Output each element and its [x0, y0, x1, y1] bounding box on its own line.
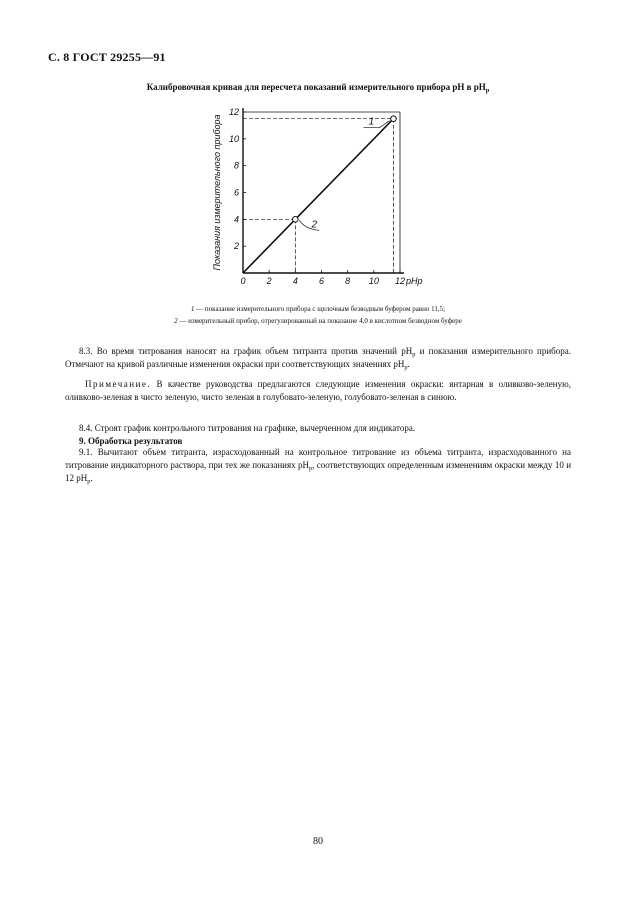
legend-item-2	[0, 315, 636, 327]
paragraph-9-1	[65, 446, 571, 485]
paragraph-8-3	[65, 345, 571, 371]
data-point-1	[391, 116, 397, 122]
legend-item-2-number: 2	[174, 317, 178, 325]
paragraph-8-3-part-b: и показания измерительного прибора. Отмечают на кривой различные изменения окраски при соответствующих значениях pH	[65, 346, 571, 369]
page-header: С. 8 ГОСТ 29255—91	[48, 50, 166, 64]
paragraph-8-3-part-c: .	[407, 359, 410, 369]
annotation-label-1: 1	[368, 116, 375, 128]
figure-title	[0, 82, 636, 92]
figure-title-subscript: р	[485, 87, 490, 94]
paragraph-8-4	[65, 422, 571, 435]
legend-item-1-number: 1	[190, 305, 195, 313]
data-point-2	[293, 217, 299, 223]
y-tick-label-8: 8	[233, 160, 239, 171]
section-heading-9-text: 9. Обработка результатов	[79, 436, 183, 446]
paragraph-9-1-sub-2: р	[87, 478, 91, 485]
x-tick-label-12: 12	[394, 276, 406, 286]
paragraph-9-1-sub-1: р	[308, 465, 313, 472]
series-line-0	[243, 116, 393, 273]
y-tick-label-4: 4	[233, 214, 239, 225]
paragraph-8-3-sub-1: р	[412, 351, 416, 358]
legend-item-1	[0, 303, 636, 315]
x-tick-label-0: 0	[240, 276, 246, 286]
y-axis-label: Показания измерительного прибора	[212, 114, 222, 271]
page-number: 80	[313, 836, 323, 847]
y-tick-label-6: 6	[233, 187, 239, 198]
x-tick-label-4: 4	[292, 276, 298, 286]
paragraph-8-3-sub-2: р	[404, 364, 408, 371]
y-tick-label-10: 10	[228, 133, 239, 144]
figure-title-text: Калибровочная кривая для пересчета показаний измерительного прибора pH в pH	[146, 82, 486, 92]
calibration-chart	[200, 100, 423, 290]
paragraph-9-1-part-c: .	[90, 473, 93, 483]
chart-svg	[200, 100, 423, 290]
legend-item-2-text: — измерительный прибор, отрегулированный на показание 4,0 в кислотном безводном буфере	[177, 317, 462, 325]
y-tick-label-2: 2	[233, 241, 239, 252]
x-tick-label-8: 8	[345, 276, 351, 286]
figure-legend	[0, 303, 636, 327]
y-tick-label-12: 12	[228, 107, 239, 117]
annotation-label-2: 2	[311, 219, 318, 231]
paragraph-9-1-part-b: , соответствующих определенным изменениям окраски между 10 и 12 pH	[65, 460, 572, 483]
note-label: Примечание.	[85, 379, 152, 389]
legend-item-1-text: — показание измерительного прибора с щелочным безводным буфером равно 11,5;	[194, 305, 446, 313]
paragraph-8-3-part-a: 8.3. Во время титрования наносят на график объем титранта против значений pH	[79, 346, 413, 356]
x-axis-label: pHр	[406, 276, 423, 286]
x-tick-label-10: 10	[368, 276, 379, 286]
note-paragraph	[65, 378, 571, 404]
paragraph-9-1-part-a: 9.1. Вычитают объем титранта, израсходованный на контрольное титрование из объема титранта, израсходованного на титрование индикаторного раствора, при тех же показаниях pH	[65, 447, 571, 470]
x-tick-label-2: 2	[266, 276, 272, 286]
note-text: В качестве руководства предлагаются следующие изменения окраски: янтарная в оливково-зеленую, оливково-зеленая в чисто зеленую, чисто зеленая в голубовато-зеленую, голубовато-зеленая в синюю.	[65, 379, 571, 402]
x-tick-label-6: 6	[318, 276, 325, 286]
paragraph-8-4-text: 8.4. Строят график контрольного титрования на графике, вычерченном для индикатора.	[79, 423, 416, 433]
